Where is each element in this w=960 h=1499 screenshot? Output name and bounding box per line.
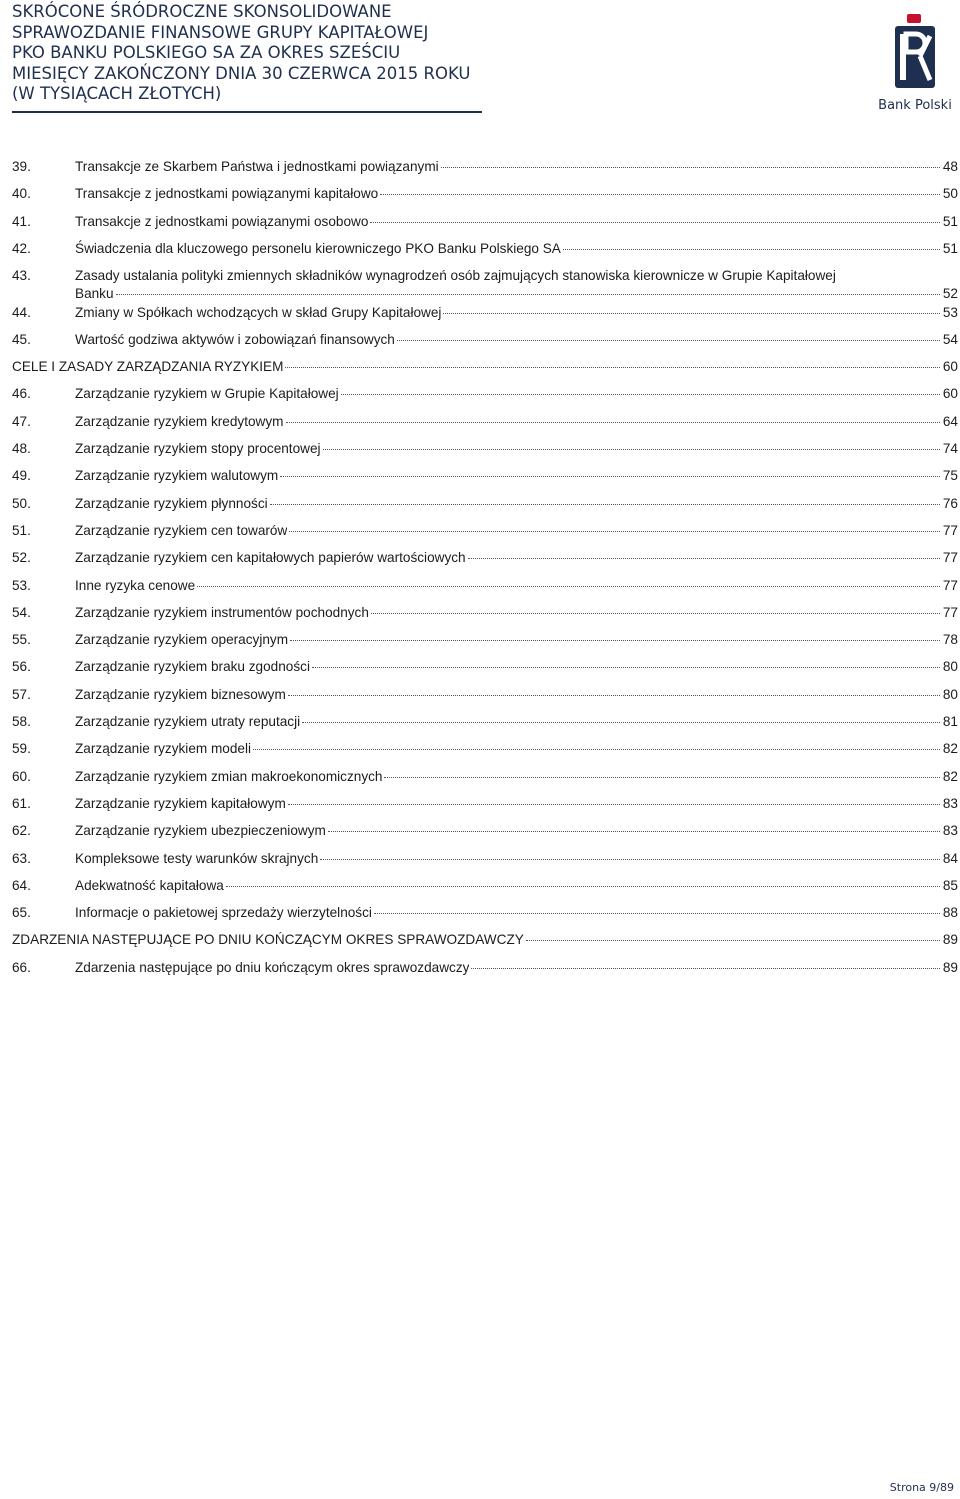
toc-entry-number: 42.	[12, 240, 31, 256]
toc-entry-page: 77	[942, 577, 958, 593]
pko-logo-icon	[876, 14, 954, 94]
toc-entry-number: 59.	[12, 741, 31, 757]
dot-leader	[471, 968, 940, 969]
toc-entry[interactable]	[12, 440, 958, 458]
toc-entry-title: Zarządzanie ryzykiem ubezpieczeniowym	[75, 823, 326, 839]
toc-entry[interactable]	[12, 385, 958, 403]
toc-entry-page: 80	[942, 659, 958, 675]
toc-entry-page: 50	[942, 186, 958, 202]
toc-entry[interactable]	[12, 467, 958, 485]
toc-entry-number: 48.	[12, 441, 31, 456]
toc-entry-title: Zarządzanie ryzykiem biznesowym	[75, 686, 286, 702]
report-title	[12, 2, 482, 105]
dot-leader	[290, 640, 940, 641]
report-title-line: SPRAWOZDANIE FINANSOWE GRUPY KAPITAŁOWEJ	[12, 22, 429, 42]
toc-entry-page: 75	[942, 468, 958, 484]
toc-entry[interactable]	[12, 877, 958, 895]
toc-entry-page: 77	[942, 604, 958, 620]
toc-entry-title: Transakcje z jednostkami powiązanymi kapitałowo	[75, 186, 379, 202]
toc-entry-number: 57.	[12, 686, 31, 702]
toc-entry[interactable]	[12, 822, 958, 840]
toc-entry-page: 60	[942, 386, 958, 402]
toc-entry-page: 81	[942, 714, 958, 729]
toc-entry-number: 64.	[12, 877, 31, 893]
toc-entry-page: 74	[942, 441, 958, 456]
toc-entry-title: Świadczenia dla kluczowego personelu kierowniczego PKO Banku Polskiego SA	[75, 240, 561, 256]
toc-entry-number: 40.	[12, 186, 31, 202]
toc-entry-page: 80	[942, 686, 958, 702]
toc-entry-title: Zarządzanie ryzykiem w Grupie Kapitałowej	[75, 386, 339, 402]
dot-leader	[286, 422, 941, 423]
toc-entry-title: Zdarzenia następujące po dniu kończącym okres sprawozdawczy	[75, 959, 470, 975]
toc-entry[interactable]	[12, 549, 958, 567]
toc-entry-number: 62.	[12, 823, 31, 839]
toc-entry-page: 88	[942, 905, 958, 921]
report-title-line: MIESIĘCY ZAKOŃCZONY DNIA 30 CZERWCA 2015 ROKU	[12, 63, 471, 83]
toc-entry-number: 61.	[12, 795, 31, 811]
toc-entry-page: 78	[942, 632, 958, 648]
dot-leader	[441, 167, 940, 168]
toc-entry[interactable]	[12, 959, 958, 977]
toc-entry-page: 83	[942, 795, 958, 811]
dot-leader	[302, 722, 940, 723]
toc-entry-page: 64	[942, 413, 958, 429]
toc-entry-title: Zarządzanie ryzykiem utraty reputacji	[75, 714, 301, 729]
toc-entry[interactable]	[12, 413, 958, 431]
toc-entry-title: Zarządzanie ryzykiem operacyjnym	[75, 632, 289, 648]
toc-entry-number: 55.	[12, 632, 31, 648]
toc-entry-page: 51	[942, 240, 958, 256]
dot-leader	[270, 504, 940, 505]
toc-entry-number: 66.	[12, 959, 31, 975]
toc-entry-number: 45.	[12, 331, 31, 347]
toc-entry-title: Informacje o pakietowej sprzedaży wierzytelności	[75, 905, 372, 921]
toc-entry-number: 52.	[12, 550, 31, 566]
toc-entry[interactable]	[12, 904, 958, 922]
toc-entry-page: 76	[942, 495, 958, 511]
dot-leader	[384, 777, 940, 778]
dot-leader	[323, 449, 940, 450]
toc-entry-page: 51	[942, 213, 958, 229]
dot-leader	[312, 667, 940, 668]
toc-entry-number: 58.	[12, 714, 31, 729]
toc-entry[interactable]	[12, 850, 958, 868]
dot-leader	[468, 558, 940, 559]
toc-entry-title: Zarządzanie ryzykiem kapitałowym	[75, 795, 286, 811]
toc-entry-page: 82	[942, 768, 958, 784]
toc-entry[interactable]	[12, 240, 958, 258]
toc-entry-title-continued: Banku	[75, 286, 114, 302]
dot-leader	[197, 586, 940, 587]
toc-entry[interactable]	[12, 795, 958, 813]
toc-entry-number: 63.	[12, 850, 31, 866]
toc-entry-title: Zarządzanie ryzykiem instrumentów pochodnych	[75, 604, 369, 620]
dot-leader	[341, 394, 940, 395]
toc-entry-page: 48	[942, 159, 958, 174]
toc-entry-number: 44.	[12, 304, 31, 320]
toc-entry-title: Zarządzanie ryzykiem walutowym	[75, 468, 279, 484]
toc-section-title: ZDARZENIA NASTĘPUJĄCE PO DNIU KOŃCZĄCYM OKRES SPRAWOZDAWCZY	[12, 932, 524, 948]
toc-entry[interactable]	[12, 740, 958, 758]
toc-entry[interactable]	[12, 631, 958, 649]
toc-entry-number: 43.	[12, 268, 31, 284]
dot-leader	[288, 695, 940, 696]
toc-section-title: CELE I ZASADY ZARZĄDZANIA RYZYKIEM	[12, 359, 284, 375]
dot-leader	[285, 367, 940, 368]
toc-entry-page: 84	[942, 850, 958, 866]
toc-entry-title: Zarządzanie ryzykiem płynności	[75, 495, 268, 511]
toc-entry[interactable]	[12, 713, 958, 731]
dot-leader	[320, 859, 940, 860]
toc-section-heading[interactable]	[12, 931, 958, 949]
toc-entry-page: 83	[942, 823, 958, 839]
toc-entry-number: 60.	[12, 768, 31, 784]
toc-entry[interactable]	[12, 267, 958, 303]
dot-leader	[443, 313, 940, 314]
dot-leader	[380, 194, 940, 195]
logo-wordmark: Bank Polski	[878, 98, 952, 113]
toc-entry[interactable]	[12, 604, 958, 622]
page-number: Strona 9/89	[889, 1481, 954, 1494]
toc-entry-number: 47.	[12, 413, 31, 429]
toc-entry-title: Zasady ustalania polityki zmiennych składników wynagrodzeń osób zajmujących stanowiska kierownicze w Grupie Kapitałowej	[75, 268, 836, 284]
toc-entry-title: Zarządzanie ryzykiem cen kapitałowych papierów wartościowych	[75, 550, 466, 566]
toc-entry[interactable]	[12, 577, 958, 595]
toc-entry-page: 77	[942, 550, 958, 566]
dot-leader	[288, 804, 940, 805]
toc-entry-number: 41.	[12, 213, 31, 229]
toc-entry[interactable]	[12, 686, 958, 704]
toc-entry-number: 39.	[12, 159, 31, 174]
toc-entry[interactable]	[12, 522, 958, 540]
toc-entry-page: 85	[942, 877, 958, 893]
toc-entry-title: Zarządzanie ryzykiem zmian makroekonomicznych	[75, 768, 383, 784]
toc-entry-number: 49.	[12, 468, 31, 484]
toc-entry-page: 52	[942, 286, 958, 302]
dot-leader	[226, 886, 940, 887]
toc-entry-page: 82	[942, 741, 958, 757]
toc-entry-title: Zarządzanie ryzykiem modeli	[75, 741, 252, 757]
toc-entry-number: 56.	[12, 659, 31, 675]
toc-entry-title: Zarządzanie ryzykiem kredytowym	[75, 413, 284, 429]
toc-entry-title: Wartość godziwa aktywów i zobowiązań finansowych	[75, 331, 395, 347]
toc-entry-title: Zarządzanie ryzykiem stopy procentowej	[75, 441, 321, 456]
toc-entry-title: Transakcje ze Skarbem Państwa i jednostkami powiązanymi	[75, 159, 439, 174]
toc-entry[interactable]	[12, 304, 958, 322]
report-title-line: PKO BANKU POLSKIEGO SA ZA OKRES SZEŚCIU	[12, 43, 401, 63]
toc-entry-title: Inne ryzyka cenowe	[75, 577, 196, 593]
toc-entry-number: 50.	[12, 495, 31, 511]
dot-leader	[370, 222, 940, 223]
toc-entry-title: Zarządzanie ryzykiem braku zgodności	[75, 659, 310, 675]
toc-entry-title: Kompleksowe testy warunków skrajnych	[75, 850, 319, 866]
toc-entry-title: Transakcje z jednostkami powiązanymi osobowo	[75, 213, 369, 229]
toc-entry-page: 54	[942, 331, 958, 347]
dot-leader	[371, 613, 940, 614]
toc-entry[interactable]	[12, 658, 958, 676]
toc-entry[interactable]	[12, 185, 958, 203]
dot-leader	[397, 340, 940, 341]
toc-entry[interactable]	[12, 158, 958, 176]
dot-leader	[374, 913, 940, 914]
dot-leader	[253, 749, 940, 750]
toc-entry-page: 89	[942, 959, 958, 975]
toc-entry-number: 54.	[12, 604, 31, 620]
dot-leader	[563, 249, 940, 250]
pko-logo	[876, 14, 954, 116]
toc-entry-page: 53	[942, 304, 958, 320]
dot-leader	[328, 831, 940, 832]
toc-entry-number: 65.	[12, 905, 31, 921]
toc-entry-title: Adekwatność kapitałowa	[75, 877, 224, 893]
dot-leader	[116, 294, 940, 295]
dot-leader	[280, 476, 940, 477]
dot-leader	[289, 531, 940, 532]
toc-entry-title: Zarządzanie ryzykiem cen towarów	[75, 522, 288, 538]
toc-section-heading[interactable]	[12, 358, 958, 376]
toc-entry-page: 89	[942, 932, 958, 948]
report-title-line: (W TYSIĄCACH ZŁOTYCH)	[12, 84, 222, 104]
toc-entry[interactable]	[12, 495, 958, 513]
toc-entry-title: Zmiany w Spółkach wchodzących w skład Grupy Kapitałowej	[75, 304, 442, 320]
toc-entry[interactable]	[12, 331, 958, 349]
toc-entry-page: 60	[942, 359, 958, 375]
toc-entry-number: 53.	[12, 577, 31, 593]
toc-entry-page: 77	[942, 522, 958, 538]
toc-entry[interactable]	[12, 768, 958, 786]
header-divider	[12, 111, 482, 113]
toc-entry-number: 46.	[12, 386, 31, 402]
report-title-line: SKRÓCONE ŚRÓDROCZNE SKONSOLIDOWANE	[12, 2, 392, 21]
toc-entry-number: 51.	[12, 522, 31, 538]
toc-entry[interactable]	[12, 213, 958, 231]
dot-leader	[526, 940, 940, 941]
